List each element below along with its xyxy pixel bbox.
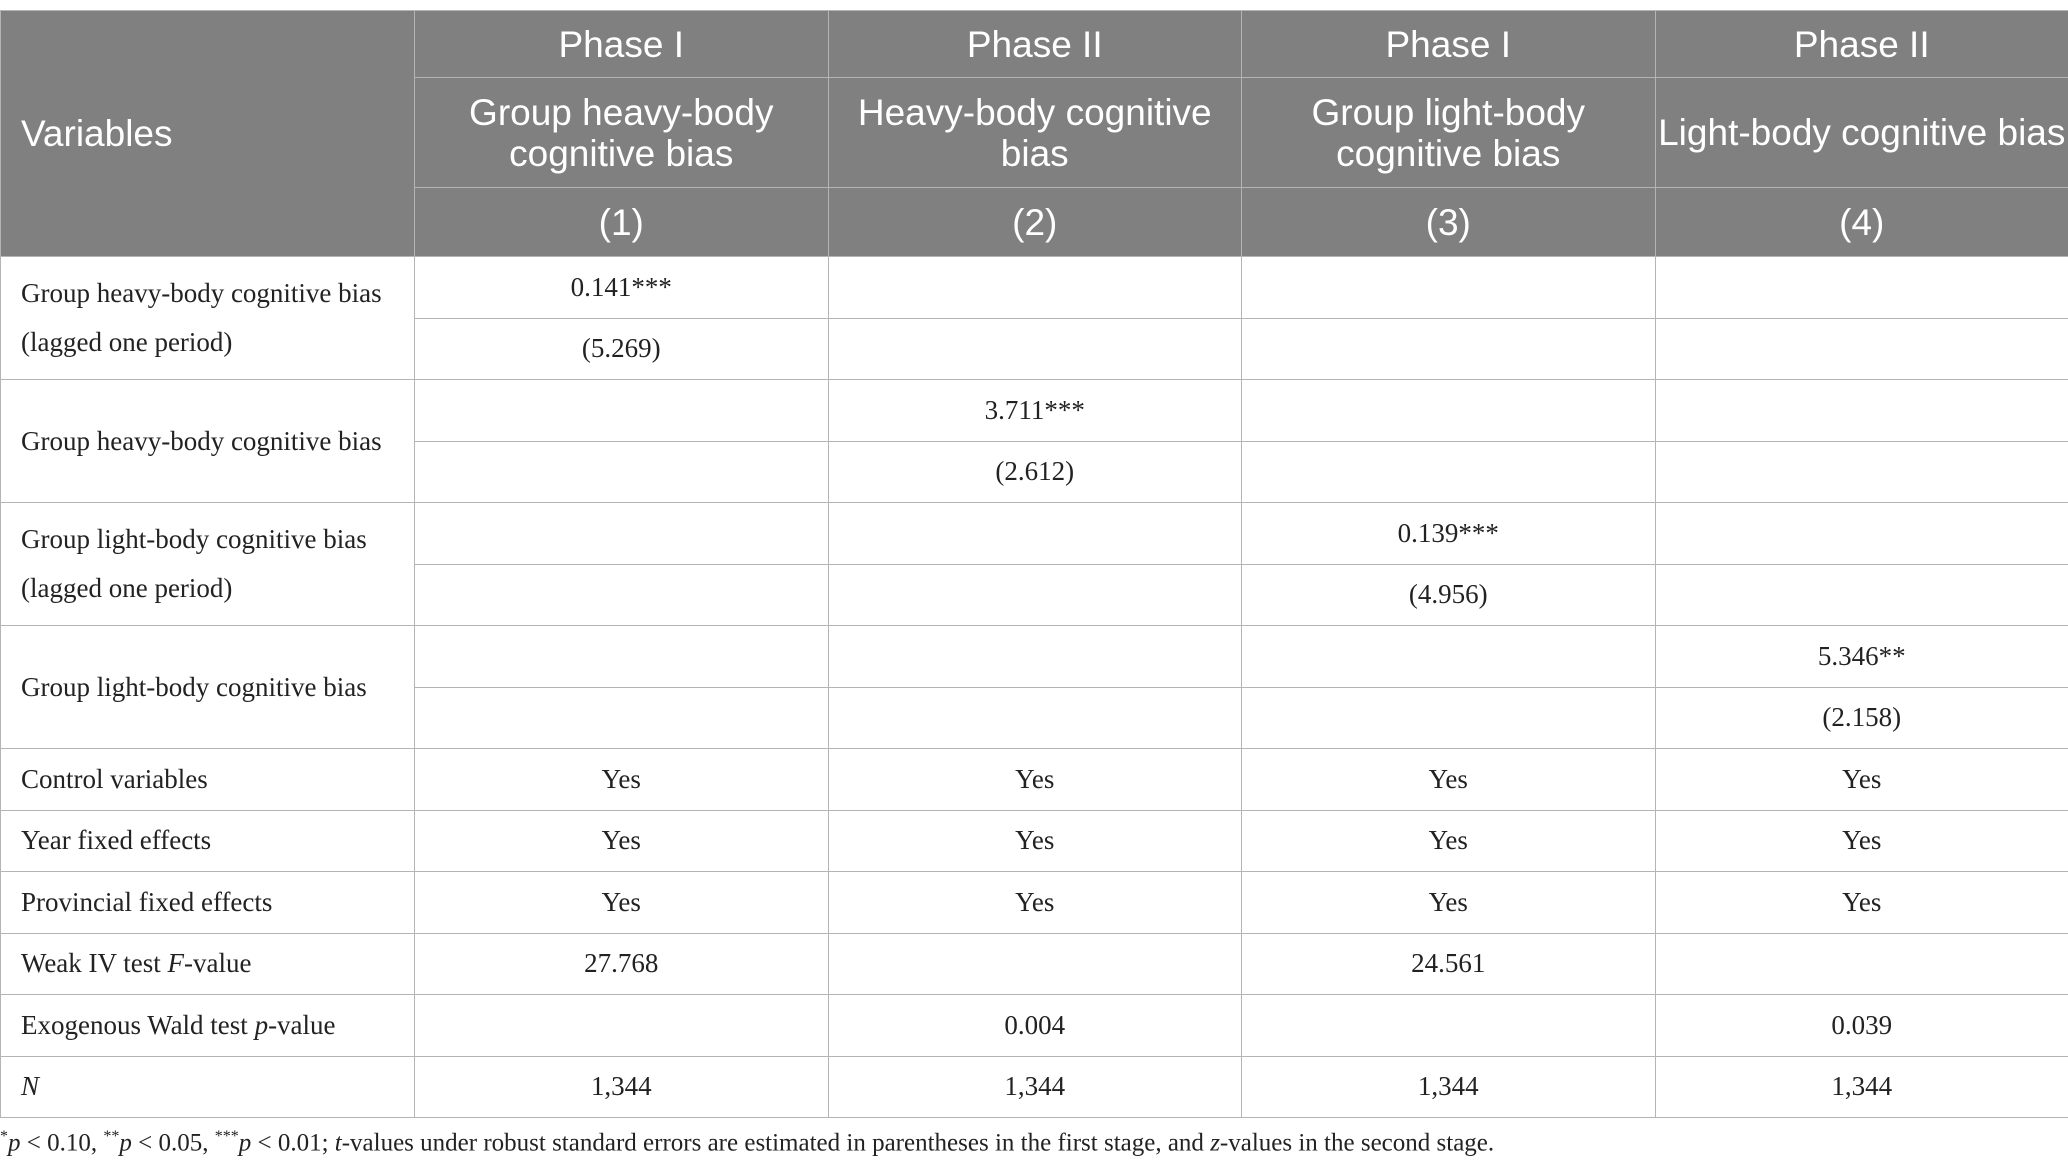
footnote-text: < 0.01; <box>251 1129 335 1157</box>
value-cell <box>1242 995 1656 1057</box>
value-cell: Yes <box>415 872 829 934</box>
row-label: Group light-body cognitive bias <box>1 626 415 749</box>
coefficient-cell <box>415 626 829 688</box>
label-text: Exogenous Wald test <box>21 1009 255 1040</box>
summary-row-weak-iv-test <box>1 933 2068 995</box>
statistic-cell <box>828 687 1242 749</box>
summary-row-exogenous-wald-test <box>1 995 2068 1057</box>
significance-mark: * <box>0 1128 8 1145</box>
statistic-cell <box>1242 318 1656 380</box>
value-cell: 0.004 <box>828 995 1242 1057</box>
value-cell: Yes <box>415 749 829 811</box>
label-text: -value <box>268 1009 336 1040</box>
regression-table-container <box>0 10 2068 1118</box>
coefficient-cell <box>828 257 1242 319</box>
significance-mark: *** <box>214 1128 239 1145</box>
coefficient-cell <box>1655 380 2068 442</box>
row-label: Group heavy-body cognitive bias (lagged one period) <box>1 257 415 380</box>
coefficient-cell <box>415 380 829 442</box>
value-cell: Yes <box>1655 810 2068 872</box>
label-text: Weak IV test <box>21 948 168 979</box>
statistic-cell <box>1242 687 1656 749</box>
coefficient-cell: 0.141*** <box>415 257 829 319</box>
footnote-text: < 0.10, <box>20 1129 104 1157</box>
statistic-cell: (4.956) <box>1242 564 1656 626</box>
coefficient-cell <box>1655 503 2068 565</box>
summary-row-sample-size <box>1 1056 2068 1118</box>
value-cell: 1,344 <box>1242 1056 1656 1118</box>
row-label <box>1 995 415 1057</box>
italic-symbol: t <box>334 1129 342 1157</box>
value-cell <box>1655 933 2068 995</box>
value-cell: 1,344 <box>828 1056 1242 1118</box>
coefficient-cell <box>828 626 1242 688</box>
value-cell: 27.768 <box>415 933 829 995</box>
row-label: Group heavy-body cognitive bias <box>1 380 415 503</box>
significance-mark: ** <box>103 1128 120 1145</box>
column-number: (2) <box>828 188 1242 257</box>
statistic-cell: (2.612) <box>828 441 1242 503</box>
statistic-cell: (2.158) <box>1655 687 2068 749</box>
italic-symbol: p <box>119 1129 132 1157</box>
row-label: Provincial fixed effects <box>1 872 415 934</box>
summary-row-provincial-fixed-effects <box>1 872 2068 934</box>
statistic-cell <box>828 318 1242 380</box>
variables-header: Variables <box>1 11 415 257</box>
coefficient-cell <box>1242 257 1656 319</box>
value-cell <box>415 995 829 1057</box>
value-cell: Yes <box>828 872 1242 934</box>
italic-symbol: p <box>238 1129 252 1157</box>
label-italic-symbol: N <box>21 1071 40 1102</box>
label-text: -value <box>184 948 252 979</box>
coefficient-row <box>1 503 2068 565</box>
phase-header: Phase II <box>1655 11 2068 78</box>
coefficient-cell <box>1655 257 2068 319</box>
statistic-cell <box>1655 564 2068 626</box>
row-label: Control variables <box>1 749 415 811</box>
row-label <box>1 1056 415 1118</box>
value-cell: Yes <box>828 810 1242 872</box>
value-cell: Yes <box>1242 810 1656 872</box>
summary-row-control-variables <box>1 749 2068 811</box>
phase-header: Phase II <box>828 11 1242 78</box>
statistic-cell <box>1655 441 2068 503</box>
coefficient-cell <box>828 503 1242 565</box>
statistic-cell <box>415 687 829 749</box>
value-cell: 0.039 <box>1655 995 2068 1057</box>
statistic-cell <box>1242 441 1656 503</box>
summary-row-year-fixed-effects <box>1 810 2068 872</box>
row-label <box>1 933 415 995</box>
statistic-cell <box>1655 318 2068 380</box>
footnote-text: < 0.05, <box>131 1129 215 1157</box>
coefficient-cell <box>415 503 829 565</box>
phase-header: Phase I <box>1242 11 1656 78</box>
label-italic-symbol: F <box>167 948 185 979</box>
value-cell <box>828 933 1242 995</box>
italic-symbol: z <box>1210 1129 1220 1157</box>
dependent-variable-header: Heavy-body cognitive bias <box>828 78 1242 188</box>
column-number: (1) <box>415 188 829 257</box>
dependent-variable-header: Group heavy-body cognitive bias <box>415 78 829 188</box>
coefficient-cell <box>1242 380 1656 442</box>
row-label: Group light-body cognitive bias (lagged one period) <box>1 503 415 626</box>
label-italic-symbol: p <box>254 1009 269 1040</box>
dependent-variable-header: Group light-body cognitive bias <box>1242 78 1656 188</box>
table-header <box>1 11 2068 257</box>
value-cell: Yes <box>415 810 829 872</box>
value-cell: 24.561 <box>1242 933 1656 995</box>
statistic-cell <box>415 564 829 626</box>
coefficient-cell <box>1242 626 1656 688</box>
footnote-text: -values in the second stage. <box>1219 1129 1495 1157</box>
dependent-variable-header: Light-body cognitive bias <box>1655 78 2068 188</box>
value-cell: Yes <box>1242 749 1656 811</box>
header-phase-row <box>1 11 2068 78</box>
value-cell: Yes <box>1655 749 2068 811</box>
value-cell: 1,344 <box>415 1056 829 1118</box>
coefficient-cell: 3.711*** <box>828 380 1242 442</box>
coefficient-cell: 5.346** <box>1655 626 2068 688</box>
coefficient-row <box>1 380 2068 442</box>
value-cell: Yes <box>1655 872 2068 934</box>
coefficient-row <box>1 257 2068 319</box>
statistic-cell <box>415 441 829 503</box>
column-number: (3) <box>1242 188 1656 257</box>
value-cell: Yes <box>1242 872 1656 934</box>
phase-header: Phase I <box>415 11 829 78</box>
row-label: Year fixed effects <box>1 810 415 872</box>
coefficient-row <box>1 626 2068 688</box>
table-footnote <box>0 1128 1494 1157</box>
column-number: (4) <box>1655 188 2068 257</box>
table-body <box>1 257 2068 1118</box>
coefficient-cell: 0.139*** <box>1242 503 1656 565</box>
value-cell: Yes <box>828 749 1242 811</box>
statistic-cell <box>828 564 1242 626</box>
value-cell: 1,344 <box>1655 1056 2068 1118</box>
footnote-text: -values under robust standard errors are estimated in parentheses in the first stage, and <box>341 1129 1211 1157</box>
italic-symbol: p <box>8 1129 21 1157</box>
statistic-cell: (5.269) <box>415 318 829 380</box>
regression-results-table <box>0 10 2068 1118</box>
